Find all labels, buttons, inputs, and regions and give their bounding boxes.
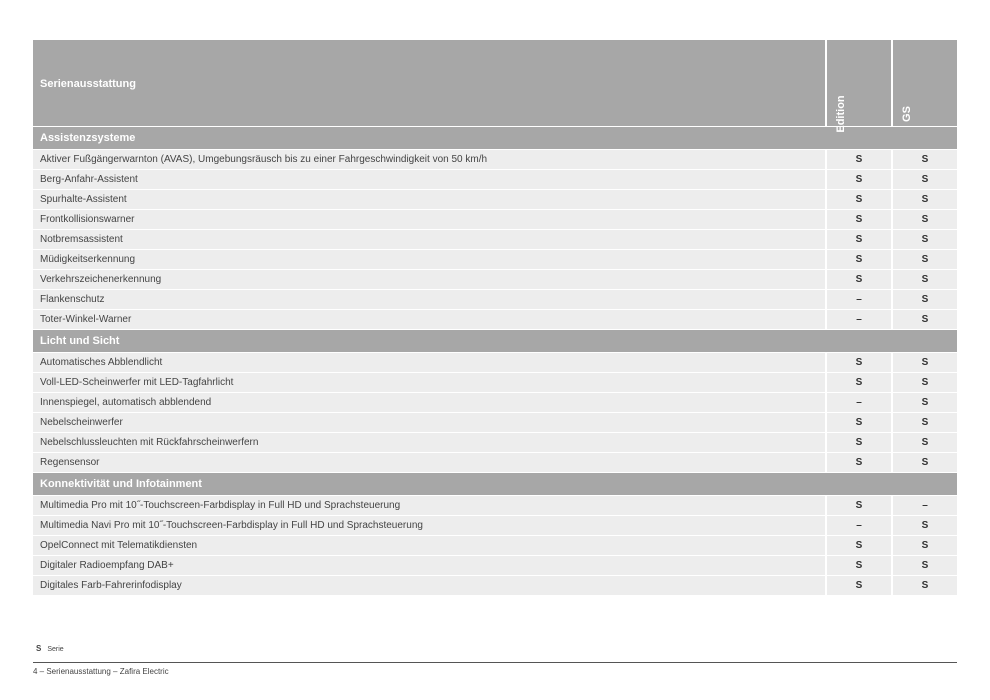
column-header-edition bbox=[825, 40, 891, 133]
feature-label: Müdigkeitserkennung bbox=[40, 254, 136, 265]
footer-divider bbox=[33, 662, 957, 663]
equipment-table bbox=[33, 40, 957, 595]
feature-label: Nebelschlussleuchten mit Rückfahrscheinwerfern bbox=[40, 437, 259, 448]
table-row bbox=[33, 536, 957, 555]
table-row bbox=[33, 190, 957, 209]
feature-label: Multimedia Pro mit 10˝-Touchscreen-Farbdisplay in Full HD und Sprachsteuerung bbox=[40, 500, 401, 511]
feature-label: OpelConnect mit Telematikdiensten bbox=[40, 540, 198, 551]
edition-value: S bbox=[825, 373, 891, 392]
feature-label: Berg-Anfahr-Assistent bbox=[40, 174, 138, 185]
edition-value: – bbox=[825, 393, 891, 412]
table-row bbox=[33, 576, 957, 595]
page-footer: 4 – Serienausstattung – Zafira Electric bbox=[33, 667, 169, 676]
table-row bbox=[33, 373, 957, 392]
feature-label: Digitales Farb-Fahrerinfodisplay bbox=[40, 580, 182, 591]
feature-label: Innenspiegel, automatisch abblendend bbox=[40, 397, 212, 408]
edition-value: S bbox=[825, 250, 891, 269]
gs-value: S bbox=[891, 250, 957, 269]
table-row bbox=[33, 210, 957, 229]
feature-label: Verkehrszeichenerkennung bbox=[40, 274, 162, 285]
edition-value: S bbox=[825, 353, 891, 372]
table-row bbox=[33, 230, 957, 249]
edition-value: – bbox=[825, 290, 891, 309]
table-row bbox=[33, 250, 957, 269]
gs-value: S bbox=[891, 373, 957, 392]
gs-value: S bbox=[891, 290, 957, 309]
feature-label: Spurhalte-Assistent bbox=[40, 194, 127, 205]
table-row bbox=[33, 290, 957, 309]
feature-label: Multimedia Navi Pro mit 10˝-Touchscreen-Farbdisplay in Full HD und Sprachsteuerung bbox=[40, 520, 423, 531]
column-label-edition: Edition bbox=[835, 95, 847, 133]
feature-label: Notbremsassistent bbox=[40, 234, 123, 245]
table-row bbox=[33, 310, 957, 329]
edition-value: S bbox=[825, 270, 891, 289]
feature-label: Aktiver Fußgängerwarnton (AVAS), Umgebungsräusch bis zu einer Fahrgeschwindigkeit von 50 km/h bbox=[40, 154, 488, 165]
feature-label: Automatisches Abblendlicht bbox=[40, 357, 163, 368]
edition-value: S bbox=[825, 170, 891, 189]
feature-label: Regensensor bbox=[40, 457, 100, 468]
edition-value: S bbox=[825, 413, 891, 432]
gs-value: S bbox=[891, 190, 957, 209]
table-row bbox=[33, 270, 957, 289]
edition-value: S bbox=[825, 496, 891, 515]
legend-symbol: S bbox=[36, 644, 42, 653]
gs-value: S bbox=[891, 210, 957, 229]
edition-value: S bbox=[825, 150, 891, 169]
table-row bbox=[33, 556, 957, 575]
table-row bbox=[33, 413, 957, 432]
table-row bbox=[33, 150, 957, 169]
edition-value: S bbox=[825, 433, 891, 452]
table-header bbox=[33, 40, 957, 133]
gs-value: – bbox=[891, 496, 957, 515]
table-row bbox=[33, 353, 957, 372]
feature-label: Digitaler Radioempfang DAB+ bbox=[40, 560, 174, 571]
table-row bbox=[33, 393, 957, 412]
gs-value: S bbox=[891, 556, 957, 575]
column-label-gs: GS bbox=[901, 106, 913, 122]
table-title: Serienausstattung bbox=[40, 78, 136, 90]
gs-value: S bbox=[891, 353, 957, 372]
table-row bbox=[33, 453, 957, 472]
gs-value: S bbox=[891, 516, 957, 535]
table-body bbox=[33, 127, 957, 595]
edition-value: – bbox=[825, 516, 891, 535]
legend bbox=[36, 644, 64, 653]
edition-value: S bbox=[825, 190, 891, 209]
gs-value: S bbox=[891, 536, 957, 555]
section-header: Assistenzsysteme bbox=[33, 127, 957, 149]
table-row bbox=[33, 496, 957, 515]
column-header-gs bbox=[891, 40, 957, 126]
edition-value: S bbox=[825, 556, 891, 575]
section-header: Licht und Sicht bbox=[33, 330, 957, 352]
gs-value: S bbox=[891, 170, 957, 189]
table-row bbox=[33, 516, 957, 535]
section-header: Konnektivität und Infotainment bbox=[33, 473, 957, 495]
table-row bbox=[33, 170, 957, 189]
gs-value: S bbox=[891, 230, 957, 249]
table-row bbox=[33, 433, 957, 452]
edition-value: S bbox=[825, 210, 891, 229]
legend-text: Serie bbox=[47, 646, 64, 653]
feature-label: Frontkollisionswarner bbox=[40, 214, 135, 225]
gs-value: S bbox=[891, 310, 957, 329]
gs-value: S bbox=[891, 150, 957, 169]
feature-label: Toter-Winkel-Warner bbox=[40, 314, 132, 325]
gs-value: S bbox=[891, 270, 957, 289]
edition-value: S bbox=[825, 230, 891, 249]
gs-value: S bbox=[891, 433, 957, 452]
feature-label: Voll-LED-Scheinwerfer mit LED-Tagfahrlicht bbox=[40, 377, 234, 388]
feature-label: Flankenschutz bbox=[40, 294, 105, 305]
feature-label: Nebelscheinwerfer bbox=[40, 417, 123, 428]
gs-value: S bbox=[891, 453, 957, 472]
gs-value: S bbox=[891, 413, 957, 432]
edition-value: S bbox=[825, 576, 891, 595]
edition-value: S bbox=[825, 453, 891, 472]
gs-value: S bbox=[891, 576, 957, 595]
edition-value: S bbox=[825, 536, 891, 555]
edition-value: – bbox=[825, 310, 891, 329]
gs-value: S bbox=[891, 393, 957, 412]
